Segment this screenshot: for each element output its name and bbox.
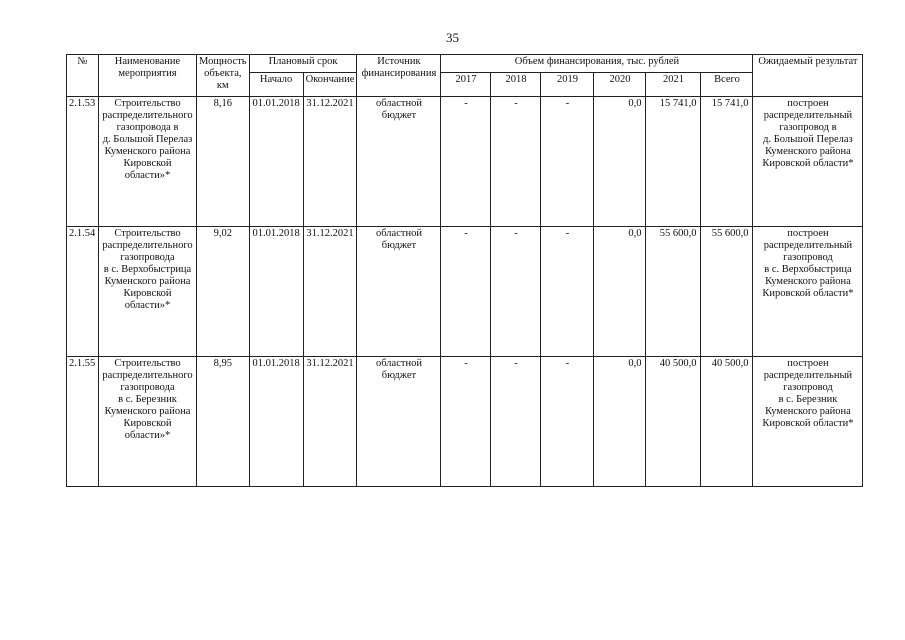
cell-result: построен распределительный газопровод в с. Березник Куменского района Кировской области*	[753, 357, 863, 487]
cell-name: Строительство распределительного газопровода в д. Большой Перелаз Куменского района Кировской области»*	[99, 97, 197, 227]
cell-source: областной бюджет	[357, 97, 441, 227]
cell-end: 31.12.2021	[303, 227, 357, 357]
cell-total: 40 500,0	[701, 357, 753, 487]
cell-start: 01.01.2018	[249, 97, 303, 227]
cell-capacity: 8,95	[197, 357, 250, 487]
header-no: №	[67, 55, 99, 97]
cell-2021: 15 741,0	[646, 97, 701, 227]
cell-2017: -	[441, 227, 491, 357]
cell-2017: -	[441, 97, 491, 227]
header-result: Ожидаемый результат	[753, 55, 863, 97]
page-number: 35	[446, 30, 459, 45]
header-year-2021: 2021	[646, 73, 701, 97]
header-row-top	[67, 55, 863, 73]
cell-result: построен распределительный газопровод в с. Верхобыстрица Куменского района Кировской области*	[753, 227, 863, 357]
cell-2017: -	[441, 357, 491, 487]
header-year-2018: 2018	[491, 73, 541, 97]
cell-2019: -	[541, 97, 594, 227]
cell-2020: 0,0	[594, 227, 646, 357]
cell-result: построен распределительный газопровод в д. Большой Перелаз Куменского района Кировской области*	[753, 97, 863, 227]
header-term: Плановый срок	[249, 55, 357, 73]
cell-2020: 0,0	[594, 97, 646, 227]
cell-2021: 55 600,0	[646, 227, 701, 357]
header-volume: Объем финансирования, тыс. рублей	[441, 55, 753, 73]
cell-end: 31.12.2021	[303, 357, 357, 487]
header-year-2020: 2020	[594, 73, 646, 97]
cell-2019: -	[541, 357, 594, 487]
header-name: Наименование мероприятия	[99, 55, 197, 97]
cell-capacity: 8,16	[197, 97, 250, 227]
header-year-2017: 2017	[441, 73, 491, 97]
cell-no: 2.1.54	[67, 227, 99, 357]
cell-2018: -	[491, 97, 541, 227]
cell-2019: -	[541, 227, 594, 357]
header-year-2019: 2019	[541, 73, 594, 97]
cell-total: 15 741,0	[701, 97, 753, 227]
header-capacity: Мощность объекта, км	[197, 55, 250, 97]
header-term-start: Начало	[249, 73, 303, 97]
header-total: Всего	[701, 73, 753, 97]
cell-start: 01.01.2018	[249, 357, 303, 487]
table-row	[67, 357, 863, 487]
cell-end: 31.12.2021	[303, 97, 357, 227]
financing-table	[66, 54, 863, 487]
cell-source: областной бюджет	[357, 357, 441, 487]
cell-2018: -	[491, 357, 541, 487]
table-row	[67, 97, 863, 227]
header-term-end: Окончание	[303, 73, 357, 97]
cell-no: 2.1.53	[67, 97, 99, 227]
cell-no: 2.1.55	[67, 357, 99, 487]
cell-total: 55 600,0	[701, 227, 753, 357]
cell-start: 01.01.2018	[249, 227, 303, 357]
cell-name: Строительство распределительного газопровода в с. Верхобыстрица Куменского района Кировской области»*	[99, 227, 197, 357]
cell-name: Строительство распределительного газопровода в с. Березник Куменского района Кировской области»*	[99, 357, 197, 487]
header-source: Источник финансирования	[357, 55, 441, 97]
cell-2020: 0,0	[594, 357, 646, 487]
cell-2021: 40 500,0	[646, 357, 701, 487]
cell-2018: -	[491, 227, 541, 357]
cell-capacity: 9,02	[197, 227, 250, 357]
table-row	[67, 227, 863, 357]
cell-source: областной бюджет	[357, 227, 441, 357]
